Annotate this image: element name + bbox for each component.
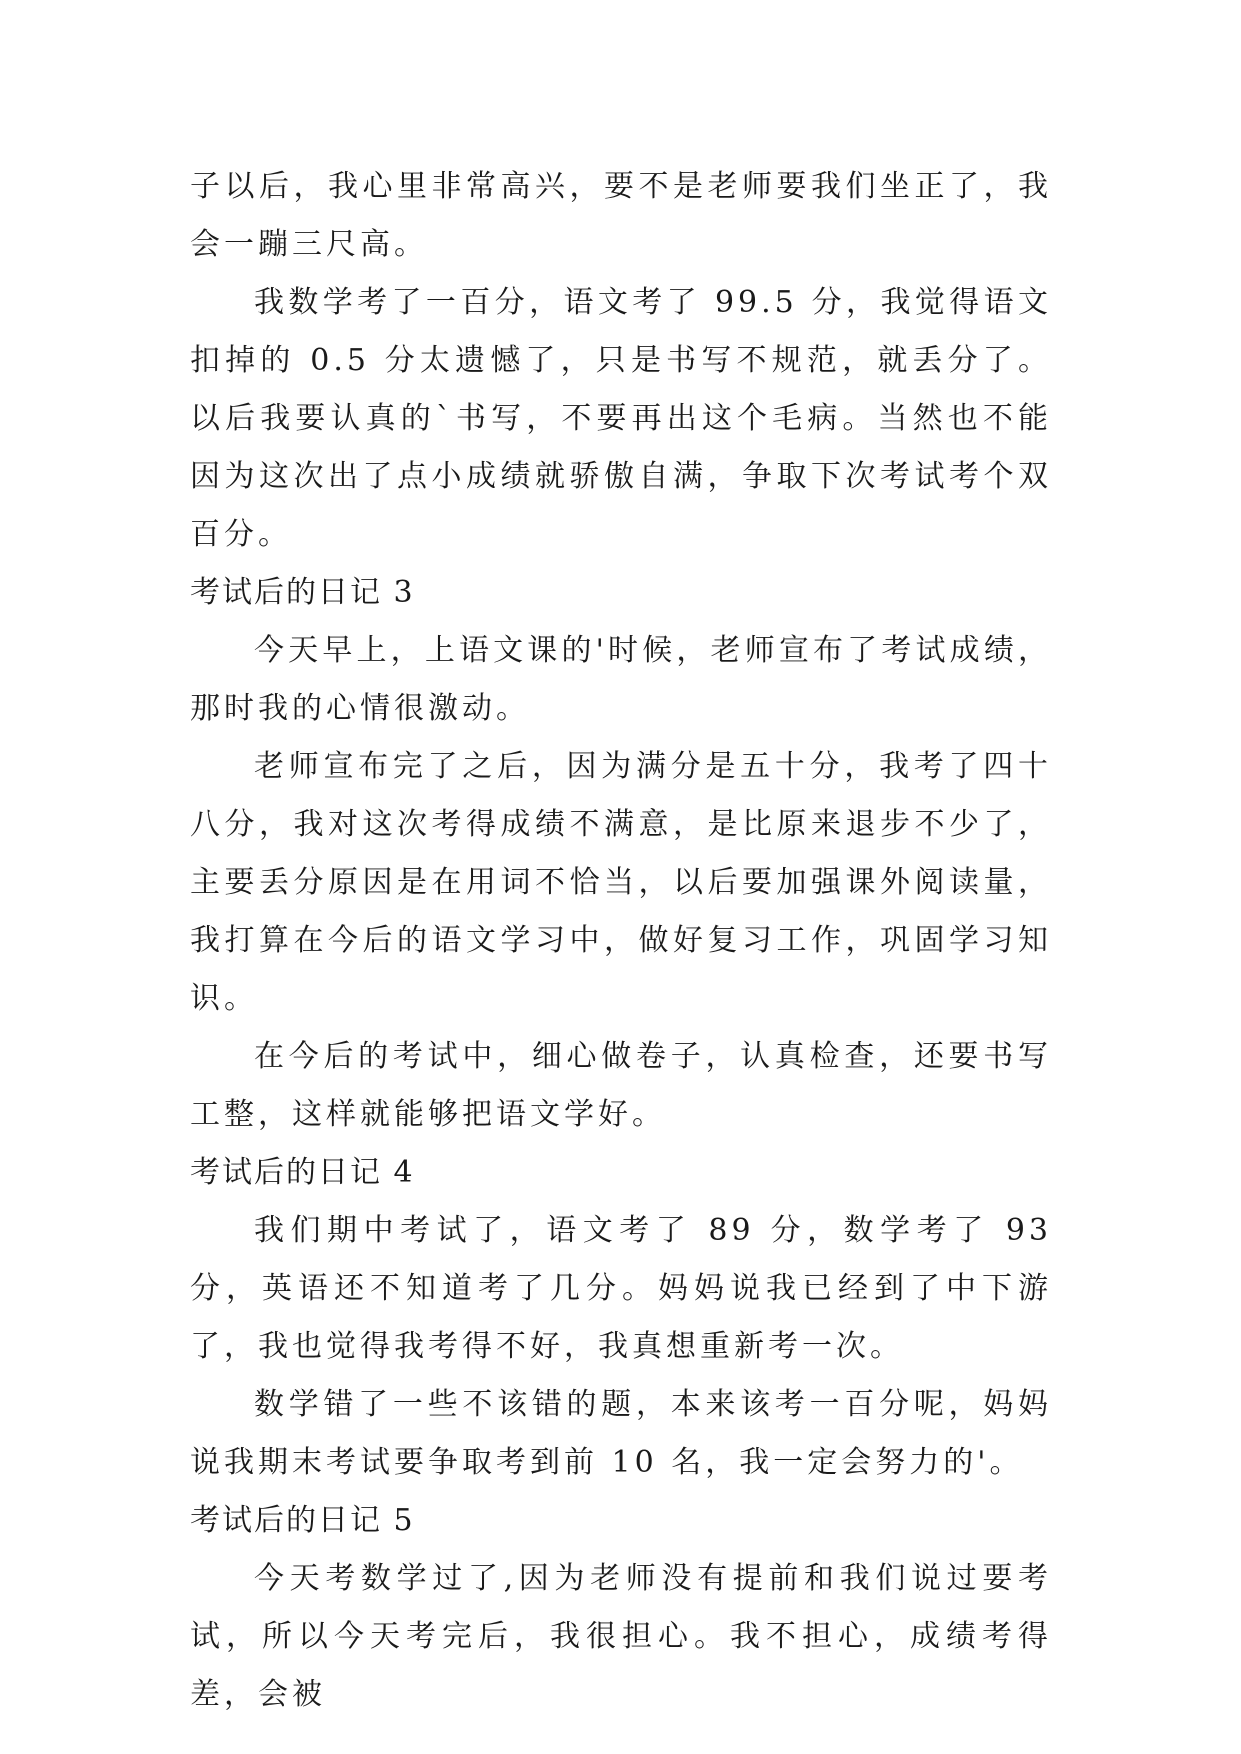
section-heading: 考试后的日记 3 — [190, 575, 415, 610]
paragraph: 在今后的考试中，细心做卷子，认真检查，还要书写工整，这样就能够把语文学好。 — [190, 1039, 1052, 1132]
paragraph: 子以后，我心里非常高兴，要不是老师要我们坐正了，我会一蹦三尺高。 — [190, 169, 1052, 262]
paragraph: 数学错了一些不该错的题，本来该考一百分呢，妈妈说我期末考试要争取考到前 10 名，我一定会努力的'。 — [190, 1387, 1052, 1480]
document-body — [190, 158, 1052, 1724]
paragraph: 今天早上，上语文课的'时候，老师宣布了考试成绩，那时我的心情很激动。 — [190, 633, 1052, 726]
paragraph: 我们期中考试了，语文考了 89 分，数学考了 93 分，英语还不知道考了几分。妈妈说我已经到了中下游了，我也觉得我考得不好，我真想重新考一次。 — [190, 1213, 1052, 1364]
paragraph: 今天考数学过了,因为老师没有提前和我们说过要考试，所以今天考完后，我很担心。我不担心，成绩考得差，会被 — [190, 1561, 1052, 1712]
paragraph: 老师宣布完了之后，因为满分是五十分，我考了四十八分，我对这次考得成绩不满意，是比原来退步不少了，主要丢分原因是在用词不恰当，以后要加强课外阅读量，我打算在今后的语文学习中，做好复习工作，巩固学习知识。 — [190, 749, 1052, 1016]
paragraph: 我数学考了一百分，语文考了 99.5 分，我觉得语文扣掉的 0.5 分太遗憾了，只是书写不规范，就丢分了。以后我要认真的`书写，不要再出这个毛病。当然也不能因为这次出了点小成绩就骄傲自满，争取下次考试考个双百分。 — [190, 285, 1052, 552]
section-heading: 考试后的日记 5 — [190, 1503, 415, 1538]
section-heading: 考试后的日记 4 — [190, 1155, 415, 1190]
